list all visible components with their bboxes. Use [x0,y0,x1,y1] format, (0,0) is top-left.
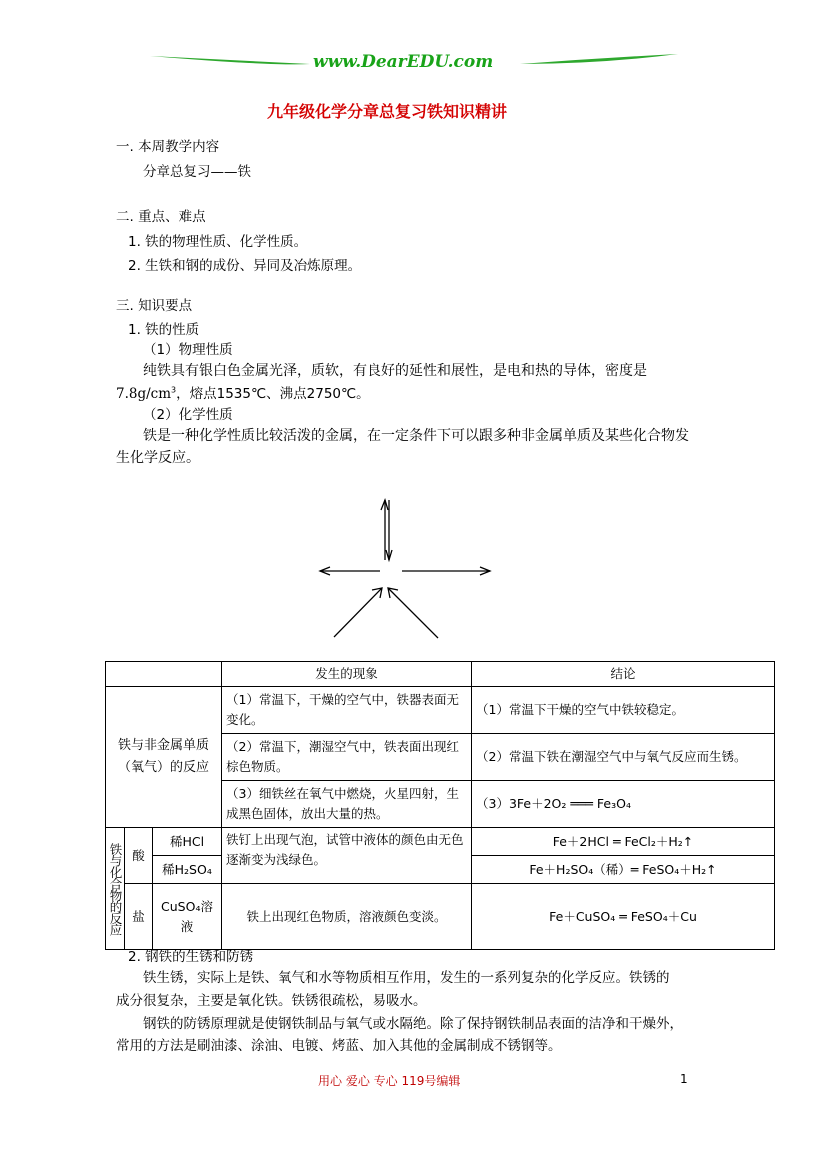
acid2-conclusion: Fe＋H₂SO₄（稀）═ FeSO₄＋H₂↑ [472,856,775,884]
sec1-heading: 一. 本周教学内容 [116,139,220,155]
chem-title: （2）化学性质 [143,407,233,423]
table-row [106,828,775,856]
group-compound-label: 铁与化合物的反应 [106,828,125,950]
salt-label: 盐 [125,884,153,950]
phys-line1: 纯铁具有银白色金属光泽，质软，有良好的延性和展性，是电和热的导体，密度是 [143,363,647,379]
acid-label: 酸 [125,828,153,884]
rust-p1-line1: 铁生锈，实际上是铁、氧气和水等物质相互作用，发生的一系列复杂的化学反应。铁锈的 [143,970,670,986]
r2-observation: （2）常温下，潮湿空气中，铁表面出现红棕色物质。 [222,734,472,781]
table-row [106,687,775,734]
sec2-item-2: 2. 生铁和钢的成份、异同及冶炼原理。 [128,258,362,274]
sec3-sub1: 1. 铁的性质 [128,322,200,338]
th-conclusion: 结论 [472,662,775,687]
chem-properties-table [105,661,775,950]
page-number: 1 [680,1072,688,1086]
r3-observation: （3）细铁丝在氧气中燃烧，火星四射，生成黑色固体，放出大量的热。 [222,781,472,828]
salt1-label: CuSO₄溶液 [153,884,222,950]
footer-text: 用心 爱心 专心 119号编辑 [318,1074,461,1088]
reaction-arrow-diagram [310,490,500,645]
rust-p1-line2: 成分很复杂，主要是氧化铁。铁锈很疏松，易吸水。 [116,993,427,1009]
sec2-heading: 二. 重点、难点 [116,209,206,225]
sec1-content: 分章总复习——铁 [143,164,251,180]
chem-line2: 生化学反应。 [116,450,200,466]
r2-conclusion: （2）常温下铁在潮湿空气中与氧气反应而生锈。 [472,734,775,781]
acid2-label: 稀H₂SO₄ [153,856,222,884]
r1-observation: （1）常温下，干燥的空气中，铁器表面无变化。 [222,687,472,734]
acid1-conclusion: Fe＋2HCl ═ FeCl₂＋H₂↑ [472,828,775,856]
doc-title: 九年级化学分章总复习铁知识精讲 [267,102,508,121]
chem-line1: 铁是一种化学性质比较活泼的金属，在一定条件下可以跟多种非金属单质及某些化合物发 [143,428,689,444]
acid-observation: 铁钉上出现气泡，试管中液体的颜色由无色逐渐变为浅绿色。 [222,828,472,884]
header-site: www.DearEDU.com [313,52,494,72]
table-row [106,884,775,950]
r1-conclusion: （1）常温下干燥的空气中铁较稳定。 [472,687,775,734]
sec2-item-1: 1. 铁的物理性质、化学性质。 [128,234,308,250]
sec4-heading: 2. 钢铁的生锈和防锈 [128,949,254,965]
sec3-heading: 三. 知识要点 [116,298,193,314]
rust-p2-line2: 常用的方法是刷油漆、涂油、电镀、烤蓝、加入其他的金属制成不锈钢等。 [116,1038,562,1054]
salt-observation: 铁上出现红色物质，溶液颜色变淡。 [222,884,472,950]
th-observation: 发生的现象 [222,662,472,687]
r3-conclusion: （3）3Fe＋2O₂ ═══ Fe₃O₄ [472,781,775,828]
phys-line2: $7.8g/cm^3$，熔点1535℃、沸点2750℃。 [116,385,370,402]
group-oxygen-label: 铁与非金属单质（氧气）的反应 [106,687,222,828]
acid1-label: 稀HCl [153,828,222,856]
salt-conclusion: Fe＋CuSO₄ ═ FeSO₄＋Cu [472,884,775,950]
phys-title: （1）物理性质 [143,342,233,358]
table-header-row [106,662,775,687]
rust-p2-line1: 钢铁的防锈原理就是使钢铁制品与氧气或水隔绝。除了保持钢铁制品表面的洁净和干燥外， [143,1016,683,1032]
